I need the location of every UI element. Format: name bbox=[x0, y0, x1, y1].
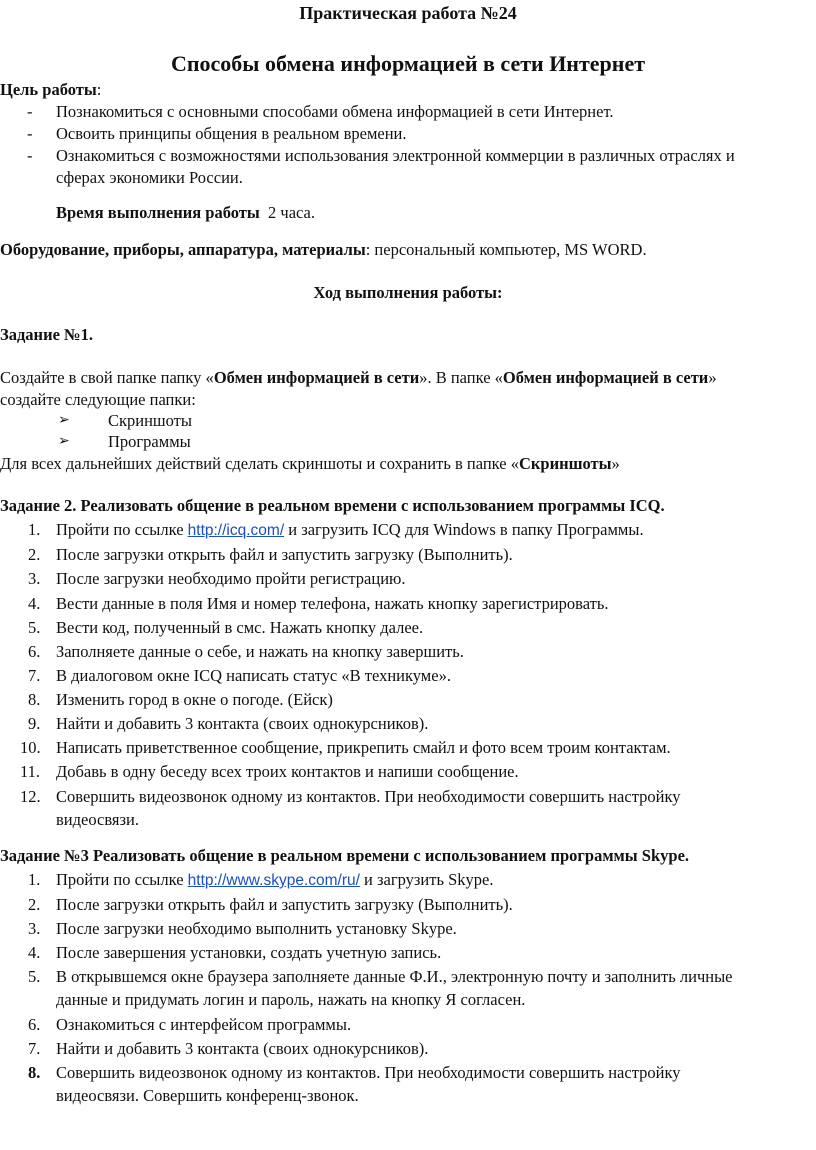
task3-step-5: В открывшемся окне браузера заполняете данные Ф.И., электронную почту и заполнить личные bbox=[56, 967, 733, 986]
time-row bbox=[56, 205, 315, 222]
task2-step-7: В диалоговом окне ICQ написать статус «В техникуме». bbox=[56, 666, 451, 685]
goal-bullet-2: - bbox=[27, 124, 33, 143]
arrow-bullet-icon: ➢ bbox=[58, 412, 70, 428]
task3-step-1-text-b: и загрузить Skype. bbox=[359, 870, 494, 889]
task3-num-3: 3. bbox=[28, 919, 41, 938]
folder-item-2: Программы bbox=[108, 432, 191, 451]
skype-link[interactable]: http://www.skype.com/ru/ bbox=[187, 872, 360, 889]
task2-num-7: 7. bbox=[28, 666, 41, 685]
equipment-value: : персональный компьютер, MS WORD. bbox=[365, 240, 647, 259]
task2-step-1-text: Пройти по ссылке bbox=[56, 520, 188, 539]
task2-step-3: После загрузки необходимо пройти регистрацию. bbox=[56, 569, 406, 588]
progress-heading: Ход выполнения работы: bbox=[313, 283, 503, 302]
task2-step-1-text-b: и загрузить ICQ для Windows в папку Программы. bbox=[284, 520, 644, 539]
task2-num-8: 8. bbox=[28, 690, 41, 709]
equipment-label: Оборудование, приборы, аппаратура, материалы bbox=[0, 240, 366, 259]
task3-step-2: После загрузки открыть файл и запустить загрузку (Выполнить). bbox=[56, 895, 513, 914]
task3-num-2: 2. bbox=[28, 895, 41, 914]
task1-folder-name-2: Обмен информацией в сети bbox=[502, 368, 709, 387]
task3-num-7: 7. bbox=[28, 1039, 41, 1058]
task3-heading: Задание №3 Реализовать общение в реальном времени с использованием программы Skype. bbox=[0, 846, 690, 865]
task2-num-9: 9. bbox=[28, 714, 41, 733]
task3-step-1-text: Пройти по ссылке bbox=[56, 870, 188, 889]
time-value: 2 часа. bbox=[268, 203, 315, 222]
task1-line1-text-e: » bbox=[708, 368, 717, 387]
task3-num-1: 1. bbox=[28, 870, 41, 889]
task3-step-4: После завершения установки, создать учетную запись. bbox=[56, 943, 442, 962]
task3-step-3: После загрузки необходимо выполнить установку Skype. bbox=[56, 919, 457, 938]
task2-num-2: 2. bbox=[28, 545, 41, 564]
task2-num-10: 10. bbox=[20, 738, 41, 757]
task2-num-5: 5. bbox=[28, 618, 41, 637]
icq-link[interactable]: http://icq.com/ bbox=[187, 522, 285, 539]
goal-heading bbox=[0, 82, 101, 99]
task1-line3-text-a: Для всех дальнейших действий сделать скриншоты и сохранить в папке « bbox=[0, 454, 519, 473]
task1-line2: создайте следующие папки: bbox=[0, 390, 196, 409]
page-subtitle: Способы обмена информацией в сети Интернет bbox=[170, 51, 646, 76]
task2-step-4: Вести данные в поля Имя и номер телефона, нажать кнопку зарегистрировать. bbox=[56, 594, 609, 613]
task3-step-8-cont: видеосвязи. Совершить конференц-звонок. bbox=[56, 1086, 359, 1105]
goal-item-3-cont: сферах экономики России. bbox=[56, 168, 243, 187]
task1-folder-name-1: Обмен информацией в сети bbox=[213, 368, 420, 387]
task2-heading: Задание 2. Реализовать общение в реальном времени с использованием программы ICQ. bbox=[0, 496, 665, 515]
task2-num-12: 12. bbox=[20, 787, 41, 806]
task2-num-4: 4. bbox=[28, 594, 41, 613]
task3-num-5: 5. bbox=[28, 967, 41, 986]
goal-item-1: Познакомиться с основными способами обмена информацией в сети Интернет. bbox=[56, 102, 614, 121]
equipment-row bbox=[0, 242, 647, 259]
task2-num-11: 11. bbox=[20, 762, 41, 781]
page-title: Практическая работа №24 bbox=[299, 3, 517, 23]
task1-folder-screenshots: Скриншоты bbox=[518, 454, 612, 473]
task3-num-4: 4. bbox=[28, 943, 41, 962]
task2-step-9: Найти и добавить 3 контакта (своих однокурсников). bbox=[56, 714, 429, 733]
task2-step-1 bbox=[56, 522, 644, 539]
time-label: Время выполнения работы bbox=[56, 203, 260, 222]
task2-step-12-cont: видеосвязи. bbox=[56, 810, 139, 829]
task2-step-11: Добавь в одну беседу всех троих контактов и напиши сообщение. bbox=[56, 762, 519, 781]
task2-step-6: Заполняете данные о себе, и нажать на кнопку завершить. bbox=[56, 642, 464, 661]
folder-item-1: Скриншоты bbox=[108, 411, 192, 430]
task1-line1 bbox=[0, 370, 717, 387]
goal-label: Цель работы bbox=[0, 80, 97, 99]
task3-step-5-cont: данные и придумать логин и пароль, нажать на кнопку Я согласен. bbox=[56, 990, 526, 1009]
arrow-bullet-icon: ➢ bbox=[58, 433, 70, 449]
goal-item-2: Освоить принципы общения в реальном времени. bbox=[56, 124, 407, 143]
goal-bullet-1: - bbox=[27, 102, 33, 121]
task2-step-10: Написать приветственное сообщение, прикрепить смайл и фото всем троим контактам. bbox=[56, 738, 671, 757]
task2-step-2: После загрузки открыть файл и запустить загрузку (Выполнить). bbox=[56, 545, 513, 564]
task2-step-8: Изменить город в окне о погоде. (Ейск) bbox=[56, 690, 333, 709]
task1-line3-text-c: » bbox=[611, 454, 620, 473]
task3-step-7: Найти и добавить 3 контакта (своих однокурсников). bbox=[56, 1039, 429, 1058]
goal-item-3: Ознакомиться с возможностями использования электронной коммерции в различных отраслях и bbox=[56, 146, 735, 165]
task2-num-3: 3. bbox=[28, 569, 41, 588]
goal-colon: : bbox=[96, 80, 102, 99]
task3-step-8: Совершить видеозвонок одному из контактов. При необходимости совершить настройку bbox=[56, 1063, 681, 1082]
task2-num-1: 1. bbox=[28, 520, 41, 539]
task3-step-6: Ознакомиться с интерфейсом программы. bbox=[56, 1015, 352, 1034]
task1-line1-text-c: ». В папке « bbox=[419, 368, 503, 387]
task3-step-1 bbox=[56, 872, 493, 889]
task1-line1-text-a: Создайте в свой папке папку « bbox=[0, 368, 214, 387]
task2-step-5: Вести код, полученный в смс. Нажать кнопку далее. bbox=[56, 618, 424, 637]
task1-line3 bbox=[0, 456, 620, 473]
task1-heading: Задание №1. bbox=[0, 325, 93, 344]
task2-step-12: Совершить видеозвонок одному из контактов. При необходимости совершить настройку bbox=[56, 787, 681, 806]
task2-num-6: 6. bbox=[28, 642, 41, 661]
task3-num-6: 6. bbox=[28, 1015, 41, 1034]
goal-bullet-3: - bbox=[27, 146, 33, 165]
task3-num-8: 8. bbox=[28, 1063, 41, 1082]
